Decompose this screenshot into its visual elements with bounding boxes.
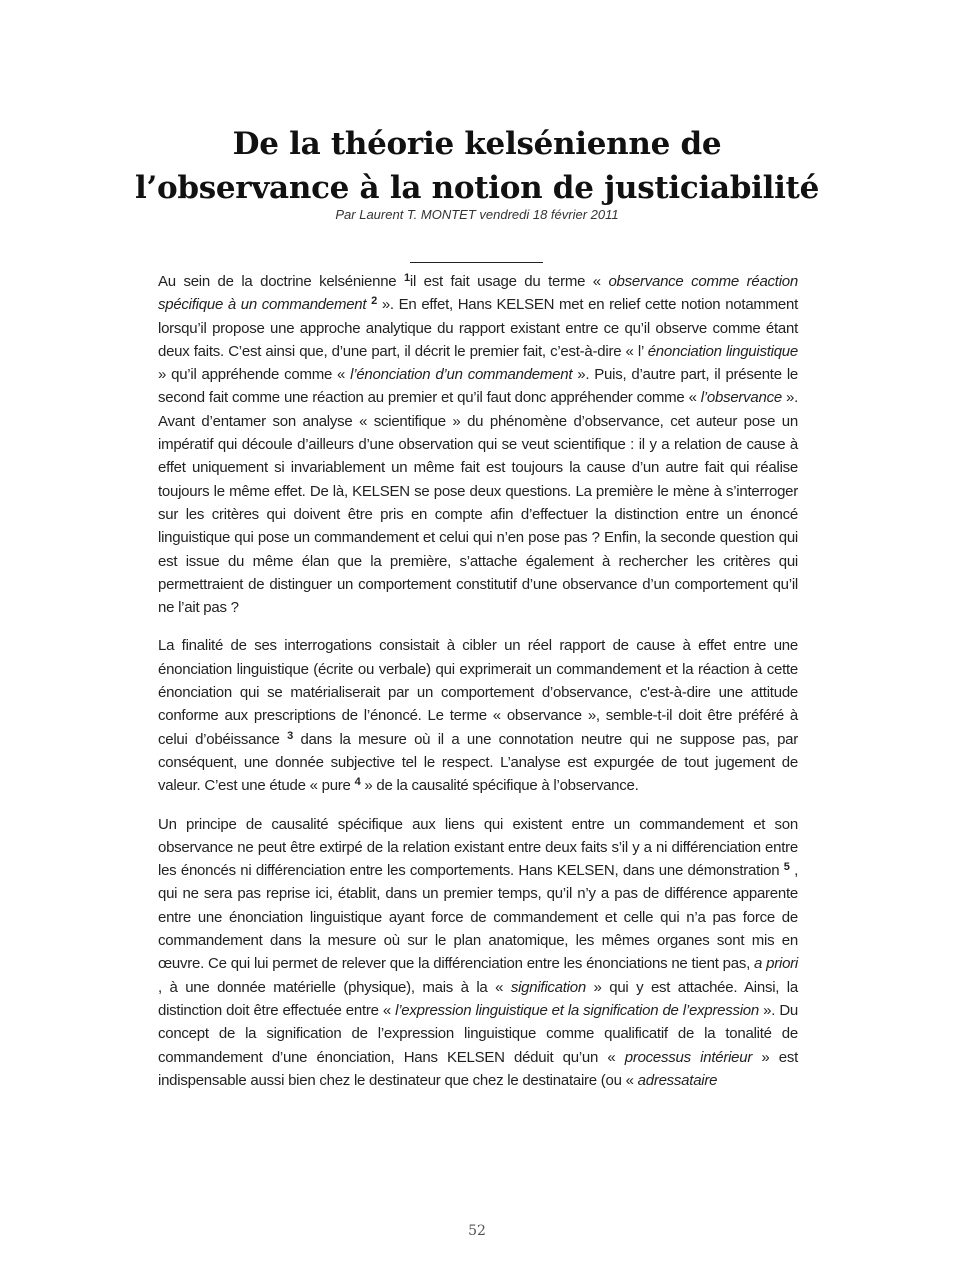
text-run: dans la mesure où il a une connotation neutre qui ne suppose pas, par conséquent, une donnée subjective tel le respect. L’analyse est expurgée de tout jugement de valeur. C’est une étude « pure bbox=[158, 730, 799, 795]
emphasis-run: processus intérieur bbox=[624, 1048, 753, 1066]
article-title bbox=[120, 122, 834, 210]
text-run: » qu’il appréhende comme « bbox=[158, 366, 351, 384]
text-run: ». Puis, d’autre part, il présente le second fait comme une réaction au premier et qu’il faut donc appréhender comme « bbox=[158, 366, 799, 407]
article-body bbox=[158, 270, 798, 1107]
title-line-1: De la théorie kelsénienne de bbox=[232, 126, 722, 162]
footnote-ref-5[interactable]: 5 bbox=[783, 861, 790, 874]
text-run: » de la causalité spécifique à l’observance. bbox=[360, 777, 639, 795]
emphasis-run: l’observance bbox=[700, 389, 782, 407]
emphasis-run: adressataire bbox=[637, 1071, 718, 1089]
paragraph-3 bbox=[158, 813, 798, 1093]
text-run: Au sein de la doctrine kelsénienne bbox=[158, 273, 404, 290]
emphasis-run: l’énonciation d’un commandement bbox=[350, 366, 573, 384]
text-run: » est indispensable aussi bien chez le destinateur que chez le destinataire (ou « bbox=[158, 1048, 798, 1089]
text-run: ». Avant d’entamer son analyse « scientifique » du phénomène d’observance, cet auteur pose un impératif qui découle d’ailleurs d’une observation qui se veut scientifique : il y a relation de cause à effet uniquement si invariablement un même fait est toujours la cause d’un autre fait qui réalise toujours le même effet. De là, KELSEN se pose deux questions. La première le mène à s’interroger sur les critères qui doivent être pris en compte afin d’effectuer la distinction entre un énoncé linguistique qui pose un commandement et celui qui n’en pose pas ? Enfin, la seconde question qui est issue du même élan que la première, s’attache également à rechercher les critères qui permettraient de distinguer un comportement constitutif d’une observance d’un comportement qu’il ne l’ait pas ? bbox=[158, 389, 798, 617]
text-run: , à une donnée matérielle (physique), mais à la « bbox=[158, 978, 511, 996]
emphasis-run: signification bbox=[510, 978, 586, 996]
text-run: ». Du concept de la signification de l’expression linguistique comme qualificatif de la tonalité de commandement d’une énonciation, Hans KELSEN déduit qu’un « bbox=[158, 1001, 798, 1066]
paragraph-2 bbox=[158, 634, 798, 797]
article-byline: Par Laurent T. MONTET vendredi 18 février 2011 bbox=[335, 207, 619, 222]
emphasis-run: a priori bbox=[754, 955, 798, 973]
title-divider bbox=[410, 262, 543, 263]
text-run: Un principe de causalité spécifique aux liens qui existent entre un commandement et son observance ne peut être extirpé de la relation existant entre deux faits s’il y a ni différenciation entre les énoncés ni différenciation entre les comportements. Hans KELSEN, dans une démonstration bbox=[158, 815, 798, 880]
text-run: il est fait usage du terme « bbox=[409, 273, 609, 290]
footnote-ref-3[interactable]: 3 bbox=[287, 729, 293, 742]
text-run: , qui ne sera pas reprise ici, établit, dans un premier temps, qu’il n’y a pas de différence apparente entre une énonciation linguistique ayant force de commandement et celle qui n’a pas force de commandement dans la mesure où sur le plan anatomique, les mêmes organes sont mis en œuvre. Ce qui lui permet de relever que la différenciation entre les énonciations ne tient pas, bbox=[158, 862, 798, 973]
emphasis-run: énonciation linguistique bbox=[647, 342, 798, 360]
footnote-ref-2[interactable]: 2 bbox=[371, 295, 378, 308]
footnote-ref-4[interactable]: 4 bbox=[354, 776, 361, 789]
text-run: » qui y est attachée. Ainsi, la distinction doit être effectuée entre « bbox=[158, 978, 798, 1019]
paragraph-1 bbox=[158, 270, 798, 619]
title-line-2: l’observance à la notion de justiciabilité bbox=[135, 170, 819, 206]
footnote-ref-1[interactable]: 1 bbox=[403, 272, 410, 284]
text-run: La finalité de ses interrogations consistait à cibler un réel rapport de cause à effet entre une énonciation linguistique (écrite ou verbale) qui exprimerait un commandement et la réaction à cette énonciation qui se matérialiserait par un comportement d’observance, c'est-à-dire une attitude conforme aux prescriptions de l’énoncé. Le terme « observance », semble-t-il doit être préféré à celui d’obéissance bbox=[158, 637, 798, 748]
page-number: 52 bbox=[468, 1223, 486, 1239]
text-run: ». En effet, Hans KELSEN met en relief cette notion notamment lorsqu’il propose une approche analytique du rapport existant entre ce qu’il observe comme étant deux faits. C’est ainsi que, d’une part, il décrit le premier fait, c’est-à-dire « l’ bbox=[158, 296, 799, 360]
emphasis-run: l’expression linguistique et la signification de l’expression bbox=[395, 1001, 759, 1019]
emphasis-run: observance comme réaction spécifique à un commandement bbox=[158, 273, 798, 314]
